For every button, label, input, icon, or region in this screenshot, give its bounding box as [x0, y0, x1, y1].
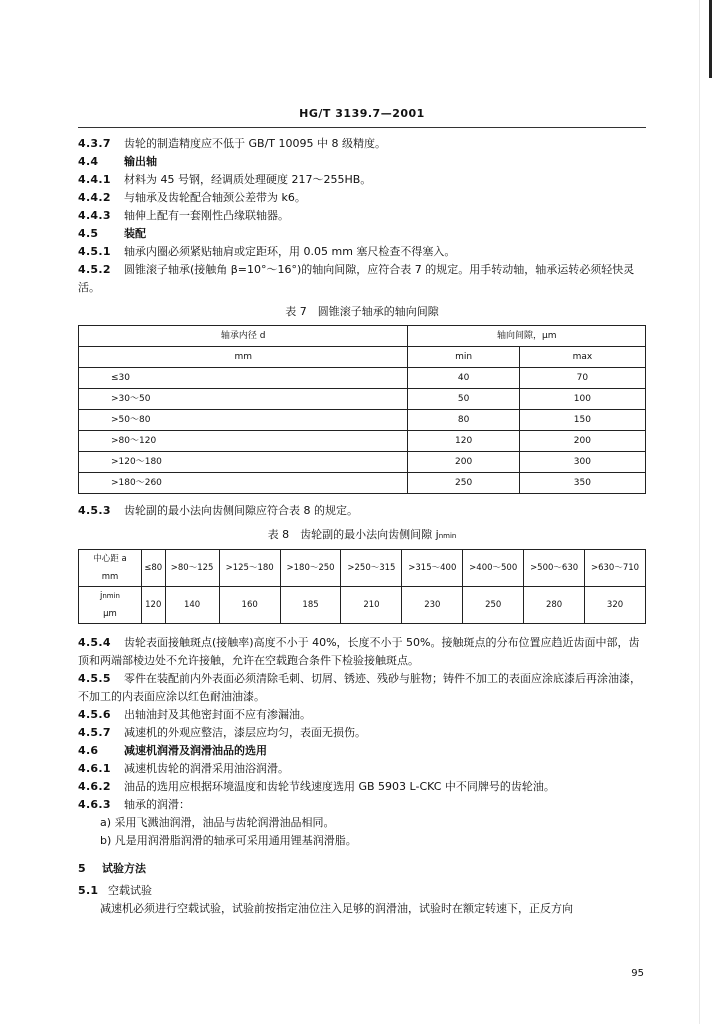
table8-cell-value: 210 [341, 587, 402, 624]
table-row [79, 473, 646, 494]
clause-text: 齿轮副的最小法向齿侧间隙应符合表 8 的规定。 [124, 504, 358, 517]
table7-cell-max: 350 [519, 473, 645, 494]
table7-cell-min: 40 [408, 368, 519, 389]
lubrication-list [78, 814, 646, 850]
table7-body [79, 368, 646, 494]
list-item: b) 凡是用润滑脂润滑的轴承可采用通用锂基润滑脂。 [100, 834, 357, 847]
table7-cell-max: 300 [519, 452, 645, 473]
clause-text: 圆锥滚子轴承(接触角 β=10°～16°)的轴向间隙，应符合表 7 的规定。用手转动轴，轴承运转必须轻快灵活。 [78, 263, 635, 294]
table8-label-backlash: jnmin μm [79, 587, 142, 624]
clause-4-4 [78, 153, 646, 171]
table7-cell-max: 150 [519, 410, 645, 431]
table7-cell-max: 100 [519, 389, 645, 410]
clause-4-6-2 [78, 778, 646, 796]
clause-number: 4.6.2 [78, 780, 111, 793]
clause-number: 4.4 [78, 155, 99, 168]
table7-cell-d: >80～120 [79, 431, 408, 452]
clause-number: 4.5.1 [78, 245, 111, 258]
clause-number: 4.4.2 [78, 191, 111, 204]
clause-text: 减速机齿轮的润滑采用油浴润滑。 [124, 762, 289, 775]
scan-edge-mark [709, 0, 712, 78]
clause-4-6-1 [78, 760, 646, 778]
table7-caption: 表 7 圆锥滚子轴承的轴向间隙 [285, 305, 439, 318]
page-content [78, 135, 646, 918]
clause-text: 零件在装配前内外表面必须清除毛刺、切屑、锈迹、残砂与脏物；铸件不加工的表面应涂底漆后再涂油漆，不加工的内表面应涂以红色耐油油漆。 [78, 672, 641, 703]
clause-number: 4.6.1 [78, 762, 111, 775]
clause-number: 4.5.7 [78, 726, 111, 739]
document-header: HG/T 3139.7—2001 [299, 107, 425, 120]
clause-number: 4.5.6 [78, 708, 111, 721]
table7-head-diameter: 轴承内径 d [79, 326, 408, 347]
table8-cell-range: >125～180 [219, 550, 280, 587]
table7 [78, 325, 646, 494]
paragraph-5-1: 减速机必须进行空载试验，试验前按指定油位注入足够的润滑油，试验时在额定转速下，正反方向 [100, 902, 573, 915]
clause-4-6 [78, 742, 646, 760]
clause-number: 4.5.3 [78, 504, 111, 517]
table-row [79, 452, 646, 473]
table8-cell-value: 140 [165, 587, 219, 624]
table7-cell-min: 80 [408, 410, 519, 431]
table7-cell-min: 200 [408, 452, 519, 473]
table8-caption-text: 表 8 齿轮副的最小法向齿侧间隙 j [267, 528, 439, 541]
clause-text: 轴承内圈必须紧贴轴肩或定距环，用 0.05 mm 塞尺检查不得塞入。 [124, 245, 456, 258]
table7-cell-d: >50～80 [79, 410, 408, 431]
clause-text: 出轴油封及其他密封面不应有渗漏油。 [124, 708, 311, 721]
clause-number: 4.6.3 [78, 798, 111, 811]
clause-text: 轴伸上配有一套刚性凸缘联轴器。 [124, 209, 289, 222]
table7-head-unit: mm [79, 347, 408, 368]
section-5-1 [78, 882, 646, 900]
table7-head-max: max [519, 347, 645, 368]
table-row [79, 368, 646, 389]
table-row [79, 431, 646, 452]
clause-number: 4.3.7 [78, 137, 111, 150]
clause-text: 输出轴 [124, 155, 157, 168]
table8-label-center-distance: 中心距 a mm [79, 550, 142, 587]
clause-4-4-3 [78, 207, 646, 225]
section-5 [78, 860, 646, 878]
paragraph-4-5-3 [78, 502, 646, 520]
table8 [78, 549, 646, 624]
clause-number: 4.5.5 [78, 672, 111, 685]
table8-cell-value: 160 [219, 587, 280, 624]
header-rule [78, 127, 646, 128]
table8-cell-value: 250 [463, 587, 524, 624]
clause-text: 齿轮的制造精度应不低于 GB/T 10095 中 8 级精度。 [124, 137, 386, 150]
table8-row-backlash [79, 587, 646, 624]
clause-number: 4.4.1 [78, 173, 111, 186]
table8-cell-range: >500～630 [524, 550, 585, 587]
table7-head-min: min [408, 347, 519, 368]
clause-4-5-7 [78, 724, 646, 742]
table7-cell-d: >120～180 [79, 452, 408, 473]
clause-text: 齿轮表面接触斑点(接触率)高度不小于 40%，长度不小于 50%。接触斑点的分布位置应趋近齿面中部，齿顶和两端部棱边处不允许接触，允许在空载跑合条件下检验接触斑点。 [78, 636, 640, 667]
section-list-b [78, 706, 646, 814]
paragraph-4-5-5 [78, 670, 646, 706]
table7-head-clearance: 轴向间隙，μm [408, 326, 646, 347]
table-row [79, 410, 646, 431]
scan-edge-shadow [699, 0, 700, 1024]
table8-cell-range: >315～400 [402, 550, 463, 587]
table8-cell-value: 280 [524, 587, 585, 624]
table-row [79, 389, 646, 410]
clause-4-6-3 [78, 796, 646, 814]
table8-cell-range: >180～250 [280, 550, 341, 587]
section-list-a [78, 135, 646, 261]
table8-cell-range: ≤80 [142, 550, 166, 587]
table8-caption-subscript: nmin [438, 532, 457, 540]
clause-number: 4.5 [78, 227, 99, 240]
paragraph-4-5-2 [78, 261, 646, 297]
list-item: a) 采用飞溅油润滑，油品与齿轮润滑油品相同。 [100, 816, 335, 829]
table8-row-center-distance [79, 550, 646, 587]
clause-number: 4.5.4 [78, 636, 111, 649]
clause-4-5 [78, 225, 646, 243]
clause-4-3-7 [78, 135, 646, 153]
clause-4-4-2 [78, 189, 646, 207]
clause-4-5-1 [78, 243, 646, 261]
table7-cell-min: 120 [408, 431, 519, 452]
clause-4-4-1 [78, 171, 646, 189]
table7-cell-max: 70 [519, 368, 645, 389]
clause-text: 油品的选用应根据环境温度和齿轮节线速度选用 GB 5903 L-CKC 中不同牌号的齿轮油。 [124, 780, 555, 793]
clause-text: 装配 [124, 227, 146, 240]
table7-cell-min: 250 [408, 473, 519, 494]
section-title: 试验方法 [102, 862, 146, 875]
clause-number: 4.4.3 [78, 209, 111, 222]
table7-cell-min: 50 [408, 389, 519, 410]
table8-cell-value: 185 [280, 587, 341, 624]
table8-cell-range: >80～125 [165, 550, 219, 587]
table8-cell-range: >400～500 [463, 550, 524, 587]
table7-cell-max: 200 [519, 431, 645, 452]
page-number: 95 [631, 968, 644, 979]
clause-text: 材料为 45 号钢，经调质处理硬度 217～255HB。 [124, 173, 372, 186]
table8-cell-value: 320 [585, 587, 646, 624]
table7-cell-d: ≤30 [79, 368, 408, 389]
section-number: 5.1 [78, 884, 99, 897]
table7-cell-d: >180～260 [79, 473, 408, 494]
table7-cell-d: >30～50 [79, 389, 408, 410]
section-title: 空载试验 [108, 884, 152, 897]
section-number: 5 [78, 862, 86, 875]
clause-number: 4.6 [78, 744, 99, 757]
clause-text: 减速机的外观应整洁，漆层应均匀，表面无损伤。 [124, 726, 366, 739]
clause-text: 轴承的润滑： [124, 798, 190, 811]
table8-caption [78, 526, 646, 545]
table8-cell-range: >630～710 [585, 550, 646, 587]
clause-text: 减速机润滑及润滑油品的选用 [124, 744, 267, 757]
table8-cell-value: 230 [402, 587, 463, 624]
clause-number: 4.5.2 [78, 263, 111, 276]
table8-cell-range: >250～315 [341, 550, 402, 587]
paragraph-4-5-4 [78, 634, 646, 670]
clause-text: 与轴承及齿轮配合轴颈公差带为 k6。 [124, 191, 306, 204]
table8-cell-value: 120 [142, 587, 166, 624]
clause-4-5-6 [78, 706, 646, 724]
